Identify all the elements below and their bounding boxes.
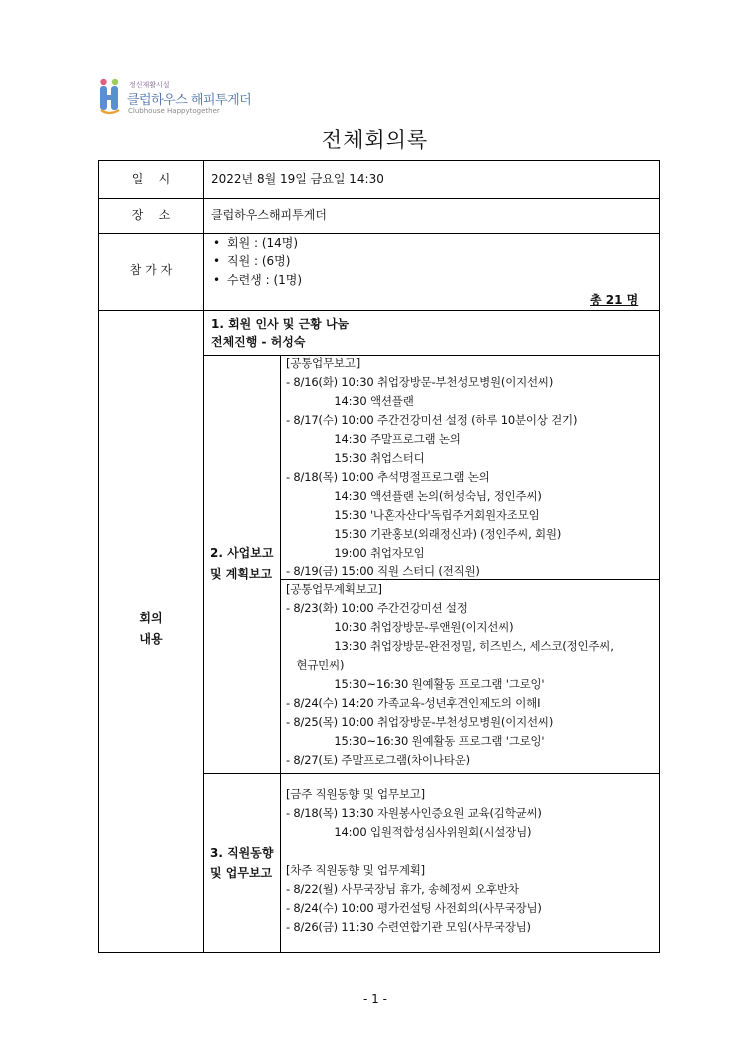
attendee-bullet-icon: • [213, 254, 221, 268]
list-item: 14:30 주말프로그램 논의 [286, 432, 461, 446]
list-item: [공통업무보고] [286, 356, 361, 370]
list-item: 15:30 취업스터디 [286, 451, 425, 465]
section1-sub: 전체진행 - 허성숙 [211, 335, 306, 349]
attendees-total: 총 21 명 [590, 293, 639, 307]
attendee-bullet-icon: • [213, 273, 221, 287]
attendee-bullet-icon: • [213, 236, 221, 250]
column-divider [280, 355, 281, 952]
list-item: 현규민씨) [286, 658, 345, 672]
list-item: - 8/23(화) 10:00 주간건강미션 설정 [286, 601, 468, 615]
section3-label-2: 및 업무보고 [210, 866, 273, 880]
list-item: 15:30 '나혼자산다'독립주거회원자조모임 [286, 508, 540, 522]
list-item: 14:30 액션플랜 [286, 394, 414, 408]
place-label: 장 소 [131, 208, 171, 222]
list-item: - 8/25(목) 10:00 취업장방문-부천성모병원(이지선씨) [286, 715, 554, 729]
list-item: - 8/27(토) 주말프로그램(차이나타운) [286, 753, 470, 767]
list-item: 14:30 액션플랜 논의(허성숙님, 정인주씨) [286, 489, 542, 503]
list-item: 10:30 취업장방문-루앤원(이지선씨) [286, 620, 514, 634]
column-divider [203, 160, 204, 952]
date-label: 일 시 [131, 172, 171, 186]
row-divider [203, 355, 659, 356]
list-item: [금주 직원동향 및 업무보고] [286, 787, 425, 801]
row-divider [98, 233, 659, 234]
list-item: - 8/17(수) 10:00 주간건강미션 설정 (하루 10분이상 걷기) [286, 413, 578, 427]
row-divider [98, 198, 659, 199]
logo-english-text: Clubhouse Happytogether [128, 107, 220, 115]
list-item: - 8/24(수) 14:20 가족교육-성년후견인제도의 이해Ⅰ [286, 696, 541, 710]
list-item: - 8/24(수) 10:00 평가컨설팅 사전회의(사무국장님) [286, 901, 542, 915]
logo-h-icon [99, 78, 125, 116]
list-item: 14:00 입원적합성심사위원회(시설장님) [286, 825, 532, 839]
list-item: 19:00 취업자모임 [286, 546, 425, 560]
list-item: 15:30~16:30 원예활동 프로그램 '그로잉' [286, 734, 545, 748]
list-item: - 8/19(금) 15:00 직원 스터디 (전직원) [286, 564, 480, 578]
meeting-content-label-1: 회의 [139, 611, 163, 625]
list-item: [차주 직원동향 및 업무계획] [286, 863, 425, 877]
logo-small-text: 정신재활시설 [129, 81, 170, 89]
list-item: 13:30 취업장방문-완전정밀, 히즈빈스, 세스코(정인주씨, [286, 639, 614, 653]
row-divider [203, 773, 659, 774]
list-item: - 8/22(월) 사무국장님 휴가, 송혜정씨 오후반차 [286, 882, 519, 896]
list-item: 15:30~16:30 원예활동 프로그램 '그로잉' [286, 677, 545, 691]
row-divider [98, 310, 659, 311]
section2-label-2: 및 계획보고 [210, 567, 273, 581]
page-number: - 1 - [363, 992, 387, 1006]
meeting-content-label-2: 내용 [139, 632, 163, 646]
section3-label-1: 3. 직원동향 [210, 846, 274, 860]
list-item: 15:30 기관홍보(외래정신과) (정인주씨, 회원) [286, 527, 562, 541]
list-item: - 8/16(화) 10:30 취업장방문-부천성모병원(이지선씨) [286, 375, 554, 389]
row-divider [280, 579, 659, 580]
attendee-item: 회원 : (14명) [227, 236, 299, 250]
list-item: - 8/18(목) 10:00 추석명절프로그램 논의 [286, 470, 490, 484]
list-item: - 8/18(목) 13:30 자원봉사인증요원 교육(김학균씨) [286, 806, 542, 820]
logo-main-text: 클럽하우스 해피투게더 [127, 93, 252, 108]
place-value: 클럽하우스해피투게더 [211, 208, 327, 222]
section1-heading: 1. 회원 인사 및 근황 나눔 [211, 317, 350, 331]
list-item: - 8/26(금) 11:30 수련연합기관 모임(사무국장님) [286, 920, 531, 934]
attendee-item: 수련생 : (1명) [227, 273, 303, 287]
attendees-label: 참 가 자 [129, 263, 173, 277]
date-value: 2022년 8월 19일 금요일 14:30 [211, 172, 384, 186]
organization-logo [99, 78, 252, 118]
section2-label-1: 2. 사업보고 [210, 546, 274, 560]
document-title: 전체회의록 [321, 128, 429, 152]
list-item: [공통업무계획보고] [286, 582, 382, 596]
attendee-item: 직원 : (6명) [227, 254, 291, 268]
